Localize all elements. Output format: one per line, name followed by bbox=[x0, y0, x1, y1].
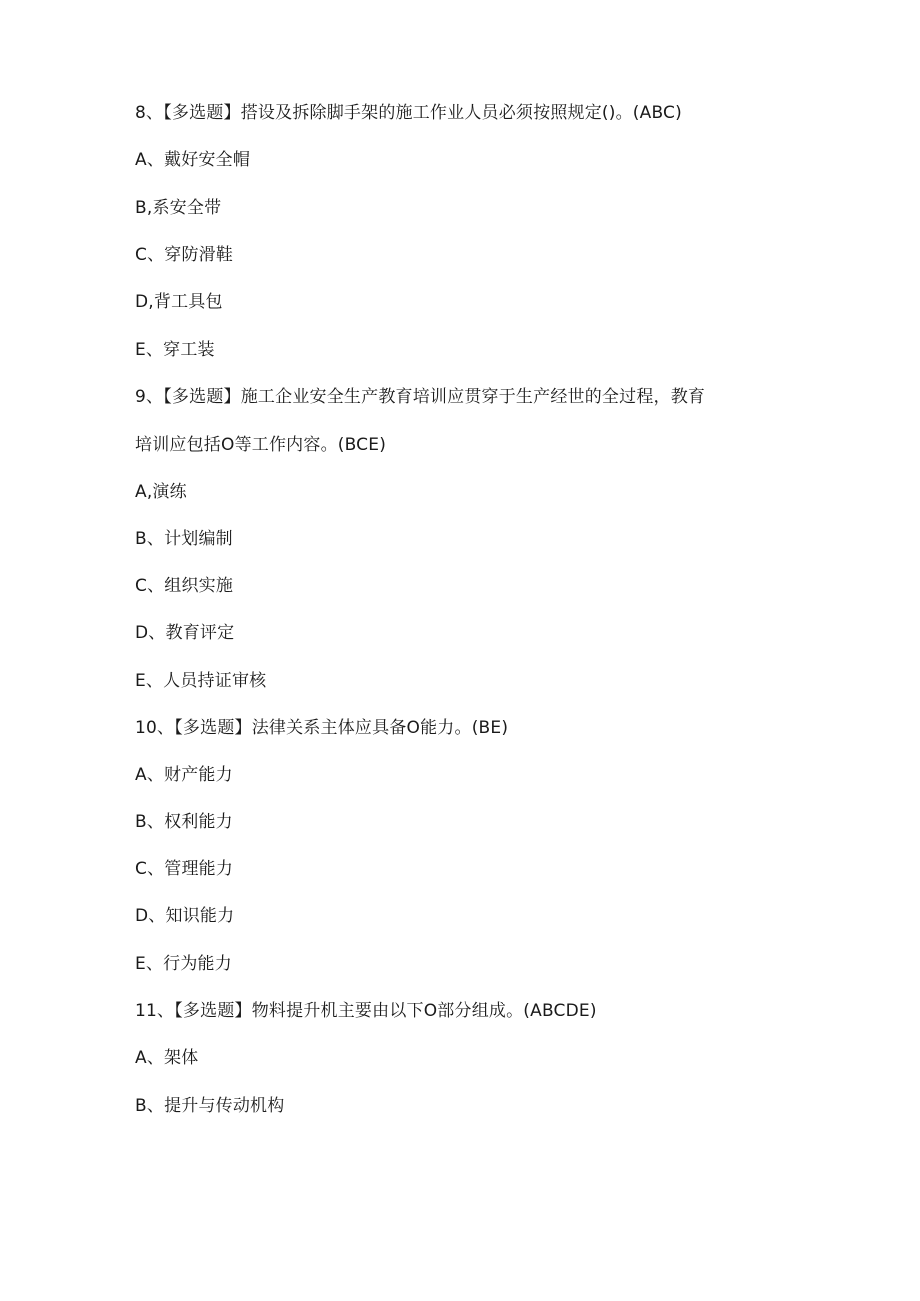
q10-option-a: A、财产能力 bbox=[135, 765, 233, 785]
q9-option-b: B、计划编制 bbox=[135, 529, 233, 549]
q8-option-b: B,系安全带 bbox=[135, 198, 222, 218]
question-9-text-continued: 培训应包括O等工作内容。(BCE) bbox=[135, 435, 387, 455]
q10-option-b: B、权利能力 bbox=[135, 812, 233, 832]
q8-option-d: D,背工具包 bbox=[135, 292, 223, 312]
q10-option-c: C、管理能力 bbox=[135, 859, 234, 879]
q10-option-e: E、行为能力 bbox=[135, 954, 232, 974]
question-11-text: 11、【多选题】物料提升机主要由以下O部分组成。(ABCDE) bbox=[135, 1001, 597, 1021]
q9-option-a: A,演练 bbox=[135, 482, 187, 502]
q9-option-d: D、教育评定 bbox=[135, 623, 235, 643]
q8-option-a: A、戴好安全帽 bbox=[135, 150, 251, 170]
q9-option-e: E、人员持证审核 bbox=[135, 671, 267, 691]
q11-option-a: A、架体 bbox=[135, 1048, 199, 1068]
question-8-text: 8、【多选题】搭设及拆除脚手架的施工作业人员必须按照规定()。(ABC) bbox=[135, 103, 682, 123]
q8-option-e: E、穿工装 bbox=[135, 340, 215, 360]
question-9-text: 9、【多选题】施工企业安全生产教育培训应贯穿于生产经世的全过程，教育 bbox=[135, 387, 706, 407]
q8-option-c: C、穿防滑鞋 bbox=[135, 245, 234, 265]
q10-option-d: D、知识能力 bbox=[135, 906, 235, 926]
q11-option-b: B、提升与传动机构 bbox=[135, 1096, 285, 1116]
question-10-text: 10、【多选题】法律关系主体应具备O能力。(BE) bbox=[135, 718, 509, 738]
q9-option-c: C、组织实施 bbox=[135, 576, 234, 596]
